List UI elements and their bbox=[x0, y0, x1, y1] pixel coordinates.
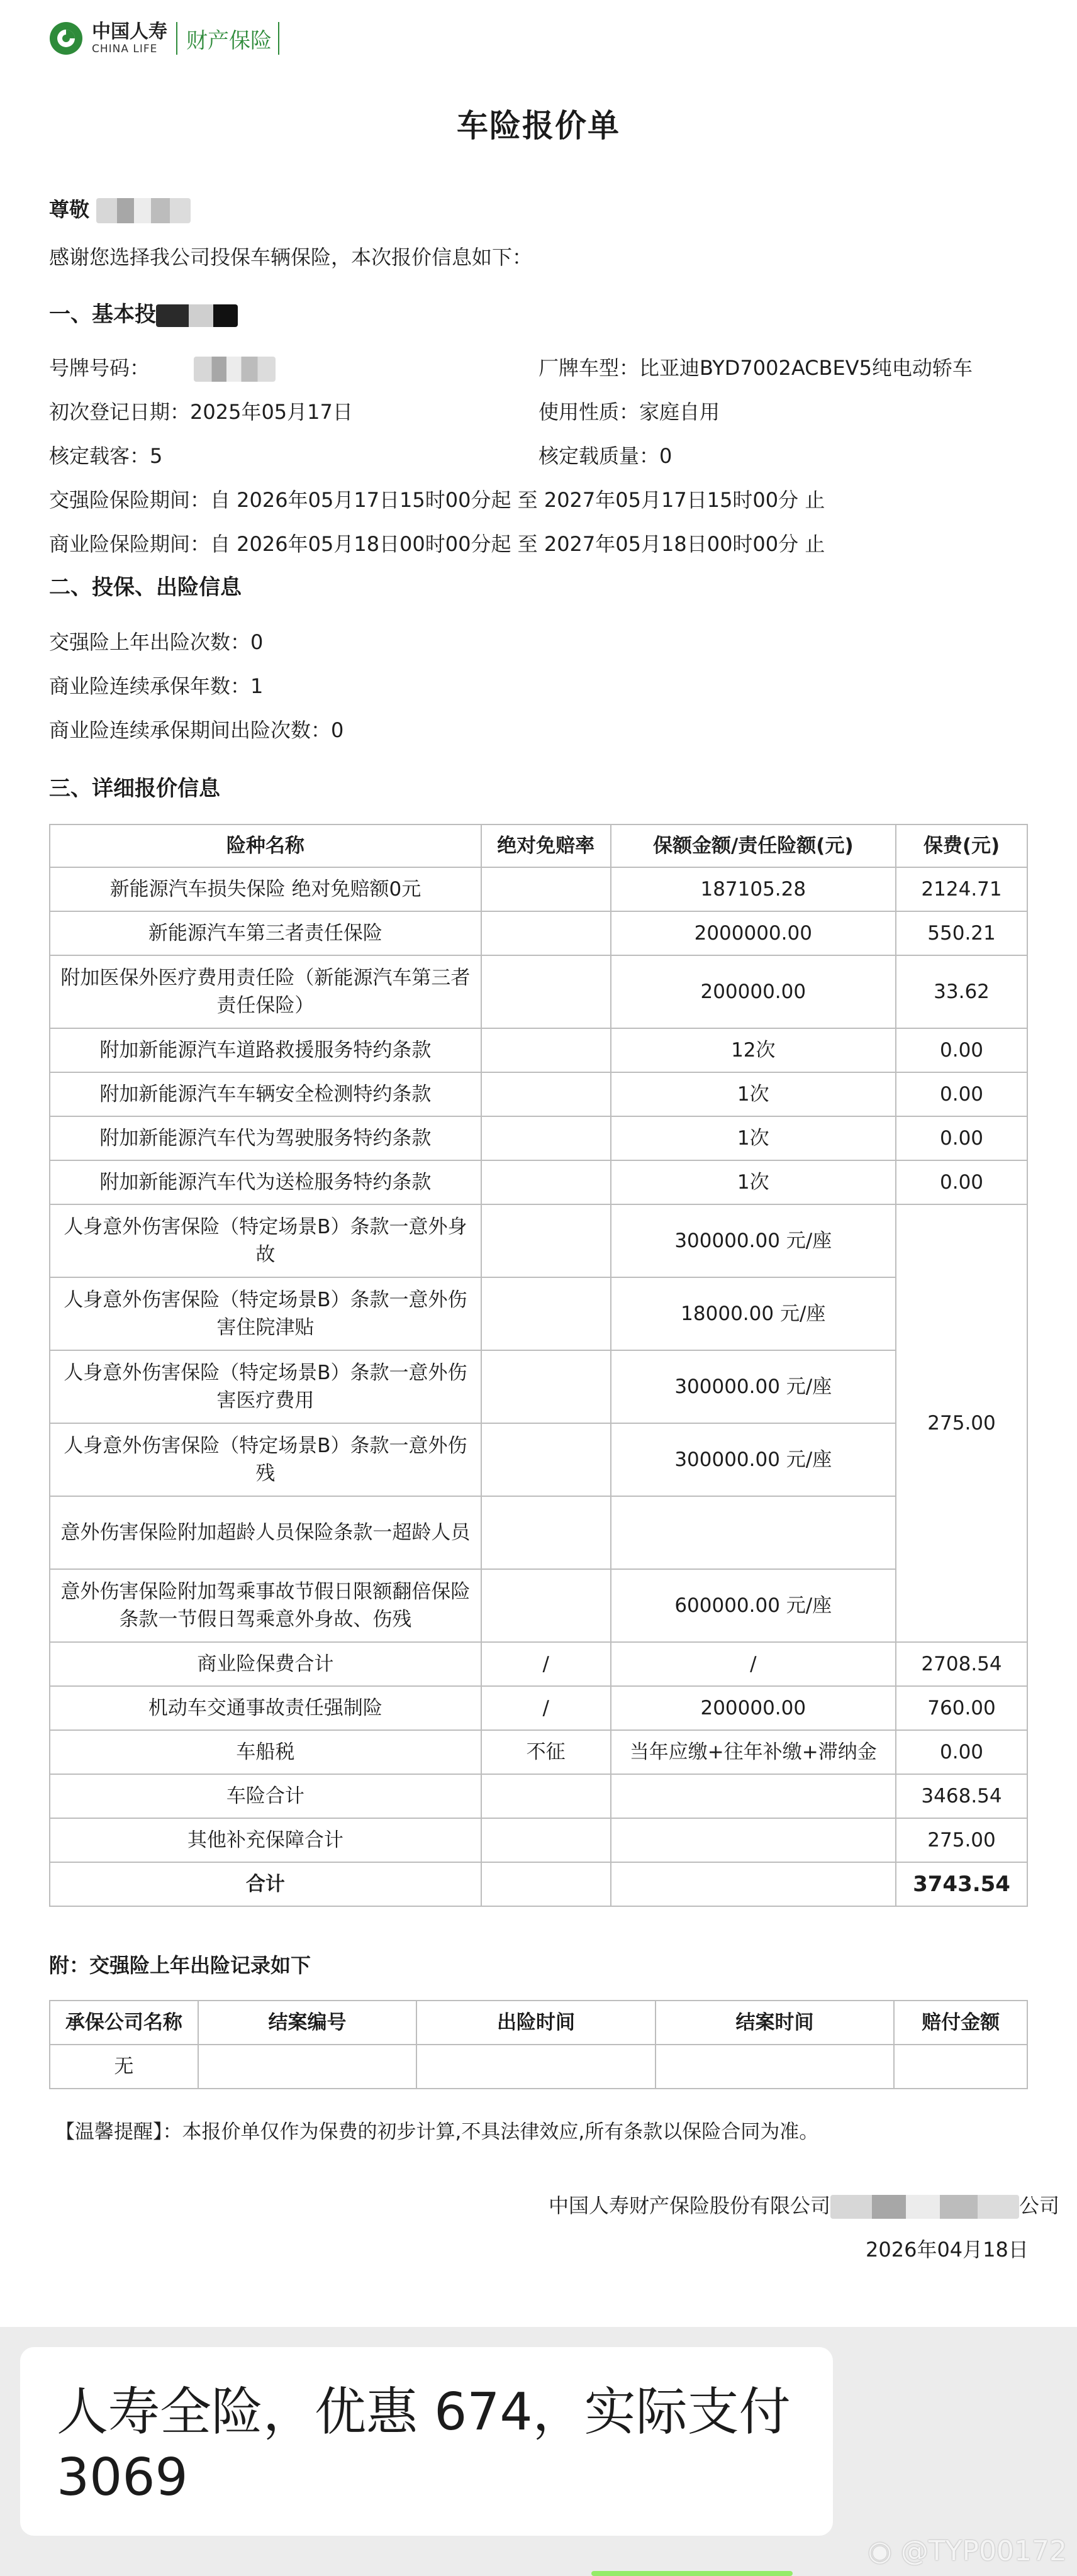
payout bbox=[894, 2045, 1027, 2089]
company-signature bbox=[549, 2190, 1059, 2219]
col-sum-insured: 保额金额/责任险额(元) bbox=[611, 824, 896, 867]
insurer: 无 bbox=[50, 2045, 198, 2089]
coverage-name: 其他补充保障合计 bbox=[50, 1818, 481, 1862]
col-coverage: 险种名称 bbox=[50, 824, 481, 867]
table-row bbox=[50, 1818, 1027, 1862]
deductible bbox=[481, 1116, 611, 1160]
weibo-watermark bbox=[868, 2535, 1067, 2567]
total-row bbox=[50, 1862, 1027, 1906]
table-row bbox=[50, 1496, 1027, 1569]
table-row bbox=[50, 1642, 1027, 1686]
sum-insured bbox=[611, 1496, 896, 1569]
sum-insured: 300000.00 元/座 bbox=[611, 1350, 896, 1423]
sum-insured: 1次 bbox=[611, 1072, 896, 1116]
deductible bbox=[481, 1496, 611, 1569]
greeting bbox=[49, 194, 191, 223]
col-payout: 赔付金额 bbox=[894, 2001, 1027, 2045]
sum-insured: 12次 bbox=[611, 1028, 896, 1072]
col-deductible: 绝对免赔率 bbox=[481, 824, 611, 867]
table-row bbox=[50, 1028, 1027, 1072]
coverage-name: 附加新能源汽车代为送检服务特约条款 bbox=[50, 1160, 481, 1204]
registration-date: 初次登记日期：2025年05月17日 bbox=[49, 400, 353, 424]
premium: 0.00 bbox=[896, 1028, 1027, 1072]
col-claim-time: 出险时间 bbox=[416, 2001, 656, 2045]
table-row bbox=[50, 1686, 1027, 1730]
china-life-logo bbox=[48, 20, 279, 57]
deductible bbox=[481, 1423, 611, 1496]
company-name-tail: 公司 bbox=[1019, 2194, 1060, 2218]
sum-insured: 187105.28 bbox=[611, 867, 896, 911]
sum-insured: 1次 bbox=[611, 1116, 896, 1160]
deductible bbox=[481, 1774, 611, 1818]
commercial-period: 商业险保险期间：自 2026年05月18日00时00分起 至 2027年05月18日00时00分 止 bbox=[49, 532, 825, 556]
table-row bbox=[50, 1072, 1027, 1116]
deductible bbox=[481, 1862, 611, 1906]
sum-insured bbox=[611, 1818, 896, 1862]
claims-table-header bbox=[50, 2001, 1027, 2045]
logo-divider-end bbox=[278, 22, 279, 55]
section-claims-heading: 二、投保、出险信息 bbox=[49, 575, 242, 600]
renewal-years: 商业险连续承保年数：1 bbox=[49, 674, 264, 698]
redacted-branch bbox=[830, 2195, 1019, 2219]
rated-seats: 核定载客：5 bbox=[49, 444, 163, 468]
sum-insured: 200000.00 bbox=[611, 1686, 896, 1730]
premium: 550.21 bbox=[896, 911, 1027, 955]
deductible bbox=[481, 1160, 611, 1204]
greeting-text: 尊敬 bbox=[49, 197, 90, 221]
deductible: 不征 bbox=[481, 1730, 611, 1774]
premium: 0.00 bbox=[896, 1116, 1027, 1160]
logo-english-name: CHINA LIFE bbox=[92, 43, 158, 55]
deductible bbox=[481, 1818, 611, 1862]
deductible bbox=[481, 867, 611, 911]
green-bubble-edge bbox=[591, 2571, 793, 2576]
close-time bbox=[656, 2045, 895, 2089]
premium: 0.00 bbox=[896, 1072, 1027, 1116]
chat-message-text: 人寿全险，优惠 674，实际支付 3069 bbox=[57, 2382, 791, 2507]
coverage-name: 附加医保外医疗费用责任险（新能源汽车第三者责任保险） bbox=[50, 955, 481, 1028]
redacted-heading bbox=[156, 304, 238, 327]
coverage-name: 商业险保费合计 bbox=[50, 1642, 481, 1686]
table-row bbox=[50, 1277, 1027, 1350]
col-premium: 保费(元) bbox=[896, 824, 1027, 867]
premium: 3468.54 bbox=[896, 1774, 1027, 1818]
table-row bbox=[50, 1730, 1027, 1774]
premium: 760.00 bbox=[896, 1686, 1027, 1730]
coverage-name: 人身意外伤害保险（特定场景B）条款一意外身故 bbox=[50, 1204, 481, 1277]
sum-insured bbox=[611, 1862, 896, 1906]
coverage-name: 新能源汽车第三者责任保险 bbox=[50, 911, 481, 955]
deductible bbox=[481, 1569, 611, 1642]
deductible bbox=[481, 1277, 611, 1350]
logo-subtitle: 财产保险 bbox=[186, 28, 272, 53]
col-close-time: 结案时间 bbox=[656, 2001, 895, 2045]
redacted-plate bbox=[194, 357, 276, 382]
coverage-name: 新能源汽车损失保险 绝对免赔额0元 bbox=[50, 867, 481, 911]
coverage-name: 附加新能源汽车代为驾驶服务特约条款 bbox=[50, 1116, 481, 1160]
quote-table bbox=[49, 824, 1028, 1907]
chat-message-bubble[interactable] bbox=[20, 2347, 833, 2536]
total-premium: 3743.54 bbox=[896, 1862, 1027, 1906]
sum-insured: 当年应缴+往年补缴+滞纳金 bbox=[611, 1730, 896, 1774]
coverage-name: 附加新能源汽车车辆安全检测特约条款 bbox=[50, 1072, 481, 1116]
case-number bbox=[198, 2045, 417, 2089]
plate-label: 号牌号码： bbox=[49, 356, 150, 380]
table-row bbox=[50, 1116, 1027, 1160]
premium: 0.00 bbox=[896, 1160, 1027, 1204]
logo-chinese-name: 中国人寿 bbox=[92, 21, 167, 43]
coverage-name: 人身意外伤害保险（特定场景B）条款一意外伤害医疗费用 bbox=[50, 1350, 481, 1423]
table-row bbox=[50, 911, 1027, 955]
premium: 33.62 bbox=[896, 955, 1027, 1028]
ctp-claims-count: 交强险上年出险次数：0 bbox=[49, 630, 264, 654]
coverage-name: 车船税 bbox=[50, 1730, 481, 1774]
intro-text: 感谢您选择我公司投保车辆保险，本次报价信息如下： bbox=[49, 245, 533, 269]
table-row bbox=[50, 1204, 1027, 1277]
chat-panel bbox=[0, 2327, 1077, 2576]
bubble-tail bbox=[30, 2424, 42, 2446]
deductible bbox=[481, 1204, 611, 1277]
sum-insured: / bbox=[611, 1642, 896, 1686]
deductible bbox=[481, 1072, 611, 1116]
table-row bbox=[50, 1350, 1027, 1423]
plate-number bbox=[49, 352, 276, 382]
redacted-name bbox=[96, 198, 191, 223]
coverage-name: 附加新能源汽车道路救援服务特约条款 bbox=[50, 1028, 481, 1072]
premium-merged: 275.00 bbox=[896, 1204, 1027, 1642]
china-life-logo-icon bbox=[48, 20, 84, 57]
table-row bbox=[50, 1569, 1027, 1642]
renewal-claims-count: 商业险连续承保期间出险次数：0 bbox=[49, 718, 344, 742]
sum-insured: 18000.00 元/座 bbox=[611, 1277, 896, 1350]
claims-table bbox=[49, 2000, 1028, 2089]
total-label: 合计 bbox=[50, 1862, 481, 1906]
sum-insured: 300000.00 元/座 bbox=[611, 1423, 896, 1496]
table-row bbox=[50, 1774, 1027, 1818]
coverage-name: 机动车交通事故责任强制险 bbox=[50, 1686, 481, 1730]
table-row bbox=[50, 2045, 1027, 2089]
company-name: 中国人寿财产保险股份有限公司 bbox=[549, 2194, 831, 2218]
col-insurer: 承保公司名称 bbox=[50, 2001, 198, 2045]
coverage-name: 意外伤害保险附加驾乘事故节假日限额翻倍保险条款一节假日驾乘意外身故、伤残 bbox=[50, 1569, 481, 1642]
table-row bbox=[50, 867, 1027, 911]
sum-insured: 300000.00 元/座 bbox=[611, 1204, 896, 1277]
premium: 0.00 bbox=[896, 1730, 1027, 1774]
deductible bbox=[481, 1350, 611, 1423]
deductible bbox=[481, 911, 611, 955]
coverage-name: 人身意外伤害保险（特定场景B）条款一意外伤害住院津贴 bbox=[50, 1277, 481, 1350]
table-row bbox=[50, 1423, 1027, 1496]
vehicle-model: 厂牌车型：比亚迪BYD7002ACBEV5纯电动轿车 bbox=[538, 356, 973, 380]
section-quote-heading: 三、详细报价信息 bbox=[49, 776, 220, 801]
table-row bbox=[50, 1160, 1027, 1204]
sum-insured: 2000000.00 bbox=[611, 911, 896, 955]
col-case-number: 结案编号 bbox=[198, 2001, 417, 2045]
coverage-name: 车险合计 bbox=[50, 1774, 481, 1818]
coverage-name: 意外伤害保险附加超龄人员保险条款一超龄人员 bbox=[50, 1496, 481, 1569]
watermark-text: @TYP00172 bbox=[900, 2535, 1067, 2567]
deductible bbox=[481, 1028, 611, 1072]
deductible: / bbox=[481, 1642, 611, 1686]
quote-date: 2026年04月18日 bbox=[866, 2238, 1029, 2262]
section-basic-info-heading bbox=[49, 297, 238, 328]
premium: 2124.71 bbox=[896, 867, 1027, 911]
claim-time bbox=[416, 2045, 656, 2089]
document-title: 车险报价单 bbox=[457, 108, 620, 144]
logo-divider bbox=[176, 22, 177, 55]
usage-type: 使用性质：家庭自用 bbox=[538, 400, 720, 424]
premium: 275.00 bbox=[896, 1818, 1027, 1862]
sum-insured: 1次 bbox=[611, 1160, 896, 1204]
quote-table-header bbox=[50, 824, 1027, 867]
deductible: / bbox=[481, 1686, 611, 1730]
rated-load: 核定载质量：0 bbox=[538, 444, 672, 468]
coverage-name: 人身意外伤害保险（特定场景B）条款一意外伤残 bbox=[50, 1423, 481, 1496]
sum-insured: 600000.00 元/座 bbox=[611, 1569, 896, 1642]
sum-insured bbox=[611, 1774, 896, 1818]
table-row bbox=[50, 955, 1027, 1028]
deductible bbox=[481, 955, 611, 1028]
premium: 2708.54 bbox=[896, 1642, 1027, 1686]
section-basic-info-title: 一、基本投 bbox=[49, 302, 156, 327]
sum-insured: 200000.00 bbox=[611, 955, 896, 1028]
weibo-icon: ◉ bbox=[868, 2535, 892, 2567]
ctp-period: 交强险保险期间：自 2026年05月17日15时00分起 至 2027年05月17日15时00分 止 bbox=[49, 488, 825, 512]
appendix-heading: 附：交强险上年出险记录如下 bbox=[49, 1953, 311, 1977]
reminder-text: 【温馨提醒】：本报价单仅作为保费的初步计算,不具法律效应,所有条款以保险合同为准。 bbox=[55, 2121, 819, 2143]
